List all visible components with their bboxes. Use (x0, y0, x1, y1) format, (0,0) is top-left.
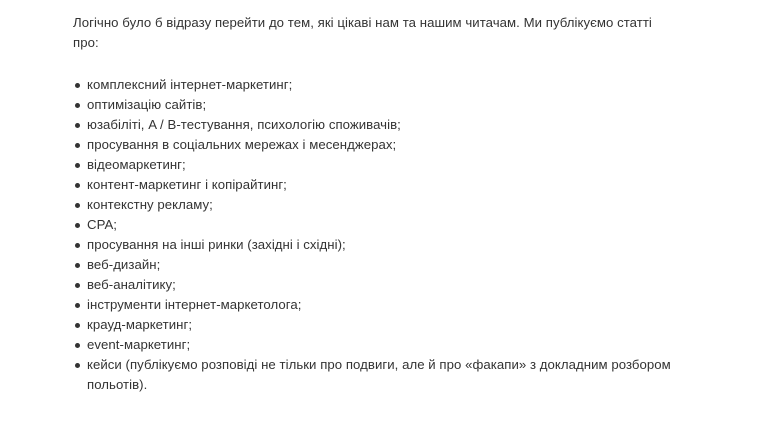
list-item-text: відеомаркетинг; (87, 157, 186, 172)
list-item-text: веб-дизайн; (87, 257, 161, 272)
bullet-icon (75, 143, 80, 148)
bullet-icon (75, 123, 80, 128)
bullet-icon (75, 263, 80, 268)
list-item (73, 175, 673, 195)
list-item-text: контент-маркетинг і копірайтинг; (87, 177, 287, 192)
topics-list (73, 75, 673, 395)
list-item (73, 215, 673, 235)
list-item-text: оптимізацію сайтів; (87, 97, 207, 112)
list-item (73, 195, 673, 215)
bullet-icon (75, 343, 80, 348)
list-item-text: просування на інші ринки (західні і східні); (87, 237, 346, 252)
list-item (73, 335, 673, 355)
list-item (73, 135, 673, 155)
bullet-icon (75, 243, 80, 248)
bullet-icon (75, 323, 80, 328)
bullet-icon (75, 203, 80, 208)
list-item-text: CPA; (87, 217, 117, 232)
list-item-text: контекстну рекламу; (87, 197, 213, 212)
bullet-icon (75, 103, 80, 108)
bullet-icon (75, 303, 80, 308)
bullet-icon (75, 363, 80, 368)
list-item (73, 355, 673, 395)
list-item-text: юзабіліті, A / B-тестування, психологію споживачів; (87, 117, 401, 132)
list-item-text: комплексний інтернет-маркетинг; (87, 77, 293, 92)
bullet-icon (75, 83, 80, 88)
list-item-text: інструменти інтернет-маркетолога; (87, 297, 302, 312)
list-item (73, 275, 673, 295)
list-item-text: крауд-маркетинг; (87, 317, 193, 332)
intro-paragraph: Логічно було б відразу перейти до тем, які цікаві нам та нашим читачам. Ми публікуємо статті про: (73, 15, 652, 50)
list-item-text: event-маркетинг; (87, 337, 191, 352)
list-item (73, 155, 673, 175)
list-item (73, 115, 673, 135)
bullet-icon (75, 283, 80, 288)
list-item (73, 235, 673, 255)
bullet-icon (75, 163, 80, 168)
bullet-icon (75, 223, 80, 228)
list-item-text: кейси (публікуємо розповіді не тільки про подвиги, але й про «факапи» з докладним розбором польотів). (87, 357, 671, 392)
list-item (73, 75, 673, 95)
article-body (73, 13, 673, 395)
bullet-icon (75, 183, 80, 188)
list-item (73, 95, 673, 115)
list-item-text: просування в соціальних мережах і месенджерах; (87, 137, 397, 152)
list-item (73, 255, 673, 275)
list-item-text: веб-аналітику; (87, 277, 176, 292)
list-item (73, 315, 673, 335)
list-item (73, 295, 673, 315)
